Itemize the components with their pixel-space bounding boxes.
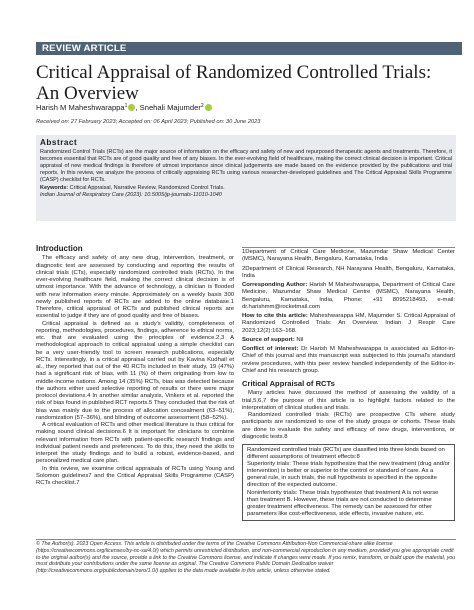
journal-citation: Indian Journal of Respiratory Care (2023): 10.5005/jp-journals-11010-1040 xyxy=(40,192,222,199)
intro-paragraph: In this review, we examine critical appraisals of RCTs using Young and Solomon guidelines7 and the Critical Appraisal Skills Programme (CASP) RCTs checklist.7 xyxy=(36,465,234,486)
author-name[interactable]: Harish M Maheshwarappa xyxy=(36,103,125,112)
conflict-text: Dr Harish M Maheshwarappa is associated as Editor-in-Chief of this journal and this manuscript was subjected to this journal's standard review procedures, with this peer review handled independently of the Editor-in-Chief and his research group. xyxy=(242,346,456,374)
box-superiority: Superiority trials: These trials hypothesize that the new treatment (drug and/or intervention) is better or superior to the control or standard of care. As a general rule, in such trials, the null hypothesis is specified in the opposite direction of the expected outcome. xyxy=(247,461,450,489)
abstract-heading: Abstract xyxy=(40,138,78,147)
abstract-text: Randomized Control Trials (RCTs) are the major source of information on the efficacy and safety of new and repurposed therapeutic agents and treatments. Therefore, it becomes essential that RCTs are of good quality and free of any biases. In the ever-evolving field of healthcare, making the correct clinical decision is important. Critical appraisal of new medical findings is therefore of utmost importance since clinical judgements are made based on the evidence provided by the publications and trial reports. In this review, we analyze the process of critically appraising RCTs using various researcher-developed guidelines and The Critical Appraisal Skills Programme (CASP) checklist for RCTs. xyxy=(40,149,452,184)
corresponding-author xyxy=(242,282,455,311)
box-intro: Randomized controlled trials (RCTs) are classified into three kinds based on different assumptions of treatment effects:8 xyxy=(247,447,445,461)
intro-paragraph: Critical appraisal is defined as a study's validity, completeness of reporting, methodologies, procedures, findings, adherence to ethical norms, etc. that are evaluated using the principles of evidence.2,3 A methodological approach to critical appraisal using a simple checklist can be a very user-friendly tool to screen research publications, especially RCTs. Interestingly, in a critical appraisal carried out by Kavina Kudhail et al., they reported that out of the 40 RCTs included in their study, 19 (47%) had a significant risk of bias, with 11 (%) of them originating from low to middle-income nations. Among 14 (35%) RCTs, bias was detected because the authors either used selective reporting of results or there were major protocol deviations.4 In another similar analysis, Vinkers et al. reported the risk of bias found in published RCT reports.5 They concluded that the risk of bias was mainly due to the process of allocation concealment (63–51%), randomization (57–36%), and blinding of outcome assessment (58–52%). xyxy=(36,320,234,421)
affiliation-2: 2Department of Clinical Research, NH Narayana Health, Bengaluru, Karnataka, India xyxy=(242,265,455,279)
author-name[interactable]: Snehali Majumder xyxy=(139,103,201,112)
right-column xyxy=(242,249,455,521)
how-to-cite xyxy=(242,313,455,335)
intro-paragraph: A critical evaluation of RCTs and other medical literature is thus critical for making sound clinical decisions.6 It is important for clinicians to combine relevant information from RCTs with patient-specific research findings and individual patient needs and preferences. To do this, they need the skills to interpret the study findings and to build a robust, evidence-based, and personalized medical care plan. xyxy=(36,422,234,465)
cite-label: How to cite this article: xyxy=(242,313,308,319)
rct-paragraph: Many articles have discussed the method of assessing the validity of a trial,5,6,7 the purpose of this article is to highlight factors related to the interpretation of clinical studies and trials. xyxy=(242,390,455,411)
affiliation-marker: 2 xyxy=(200,103,204,109)
abstract-box xyxy=(36,135,456,221)
corresponding-text: Harish M Maheshwarappa, Department of Critical Care Medicine, Mazumdar Shaw Medical Centre (MSMC), Narayana Health, Bengaluru, Karnataka, India, Phone: +91 8095218493, e-mail: dr.harishmm@rocketmail.com xyxy=(242,282,455,310)
box-noninferiority: Noninferiority trials: These trials hypothesize that treatment A is not worse than treatment B. However, these trials are not conducted to determine greater treatment effectiveness. The remedy can be assessed for other parameters like cost-effectiveness, side effects, invasive nature, etc. xyxy=(247,489,439,517)
footer-divider xyxy=(36,539,456,540)
left-column xyxy=(36,245,234,487)
rct-paragraph: Randomized controlled trials (RCTs) are prospective CTs where study participants are randomized to one of the study groups or cohorts. These trials are done to evaluate the safety and efficacy of new drugs, interventions, or diagnostic tests.8 xyxy=(242,412,455,440)
support-text: Nil xyxy=(296,336,304,343)
affiliation-1: 1Department of Critical Care Medicine, Mazumdar Shaw Medical Center (MSMC), Narayana Health, Bengaluru, Karnataka, India xyxy=(242,249,455,263)
orcid-icon[interactable] xyxy=(128,104,135,111)
support-label: Source of support: xyxy=(242,336,295,343)
rct-section-heading: Critical Appraisal of RCTs xyxy=(242,379,335,388)
license-footer: © The Author(s). 2023 Open Access. This article is distributed under the terms of the Creative Commons Attribution-Non Commercial-share alike license (https://creativecommons.org/licenses/by-nc-sa/4.0/) which permits unrestricted distribution, and non-commercial reproduction in any medium, provided you give appropriate credit to the original author(s) and the source, provide a link to the Creative Commons license, and indicate if changes were made. If you remix, transform, or build upon the material, you must distribute your contributions under the same license as original. The Creative Commons Public Domain Dedication waiver (http://creativecommons.org/publicdomain/zero/1.0/) applies to the data made available in this article, unless otherwise stated. xyxy=(36,541,456,575)
article-type-banner: REVIEW ARTICLE xyxy=(36,42,462,55)
affiliation-divider xyxy=(242,247,455,248)
affiliation-marker: 1 xyxy=(124,103,128,109)
author-list: Harish M Maheshwarappa$^1$ , Snehali Majumder$^2$ xyxy=(36,103,456,112)
corresponding-label: Corresponding Author: xyxy=(242,282,308,288)
intro-heading: Introduction xyxy=(36,244,83,253)
conflict-of-interest xyxy=(242,346,455,375)
keywords-label: Keywords: xyxy=(40,184,69,191)
intro-paragraph: The efficacy and safety of any new drug, intervention, treatment, or diagnostic test are assessed by conducting and reporting the results of clinical trials (CTs), especially randomized controlled trials (RCTs). In the ever-evolving healthcare field, making the correct clinical decision is of utmost importance. With the advance of technology, a clinician is flooded with new information every minute. Approximately on a weekly basis 300 newly published reports of RCTs are added to the online database.1 Therefore, critical appraisal of RCTs and published clinical reports are essential to judge if they are of good quality and free of biases. xyxy=(36,255,234,320)
publication-dates: Received on: 27 February 2023; Accepted on: 06 April 2023; Published on: 30 June 2023 xyxy=(36,119,261,125)
conflict-label: Conflict of interest: xyxy=(242,346,299,352)
source-of-support xyxy=(242,337,455,344)
cite-text: Maheshwarappa HM, Majumder S. Critical Appraisal of Randomized Controlled Trials: An Overview. Indian J Respir Care 2023;12(2):163–168. xyxy=(242,313,455,334)
keywords-text: Critical Appraisal, Narrative Review, Randomized Control Trials. xyxy=(69,184,225,191)
orcid-icon[interactable] xyxy=(205,104,212,111)
keywords-line xyxy=(40,185,452,192)
article-title: Critical Appraisal of Randomized Controlled Trials: An Overview xyxy=(36,62,432,104)
trial-types-box xyxy=(242,444,455,521)
